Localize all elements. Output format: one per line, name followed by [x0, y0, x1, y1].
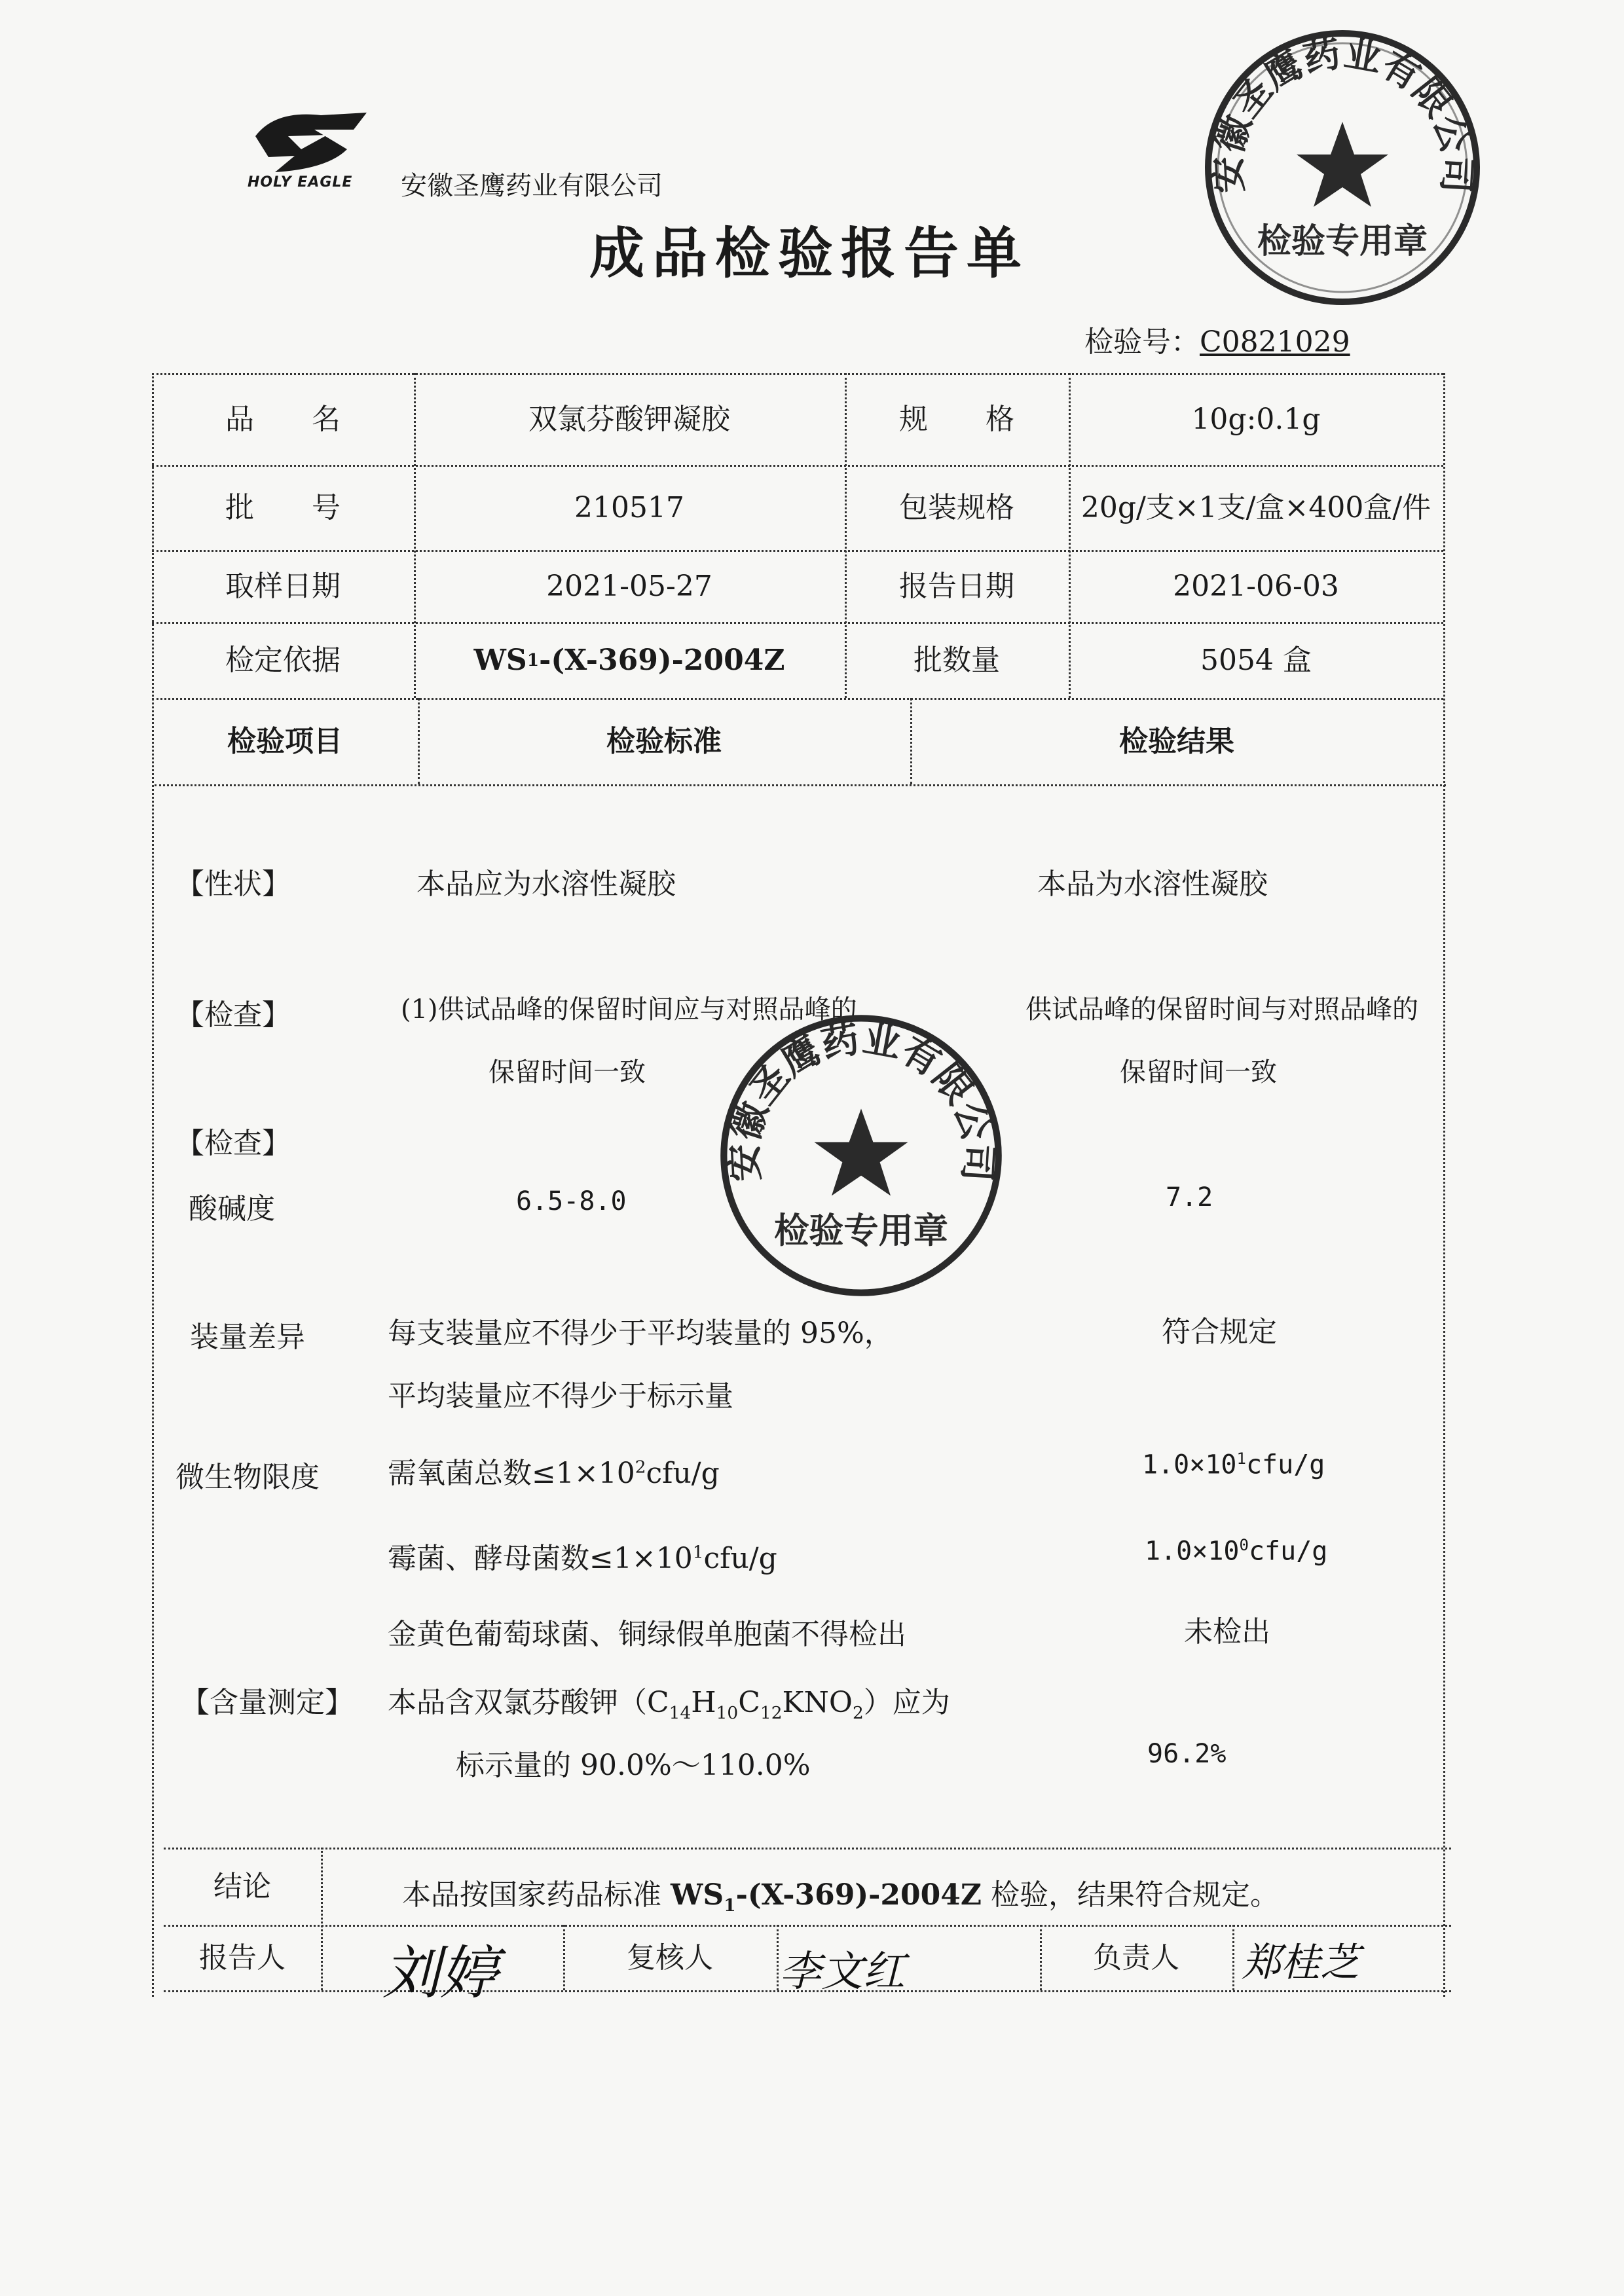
basis-sub: 1	[526, 649, 540, 670]
manager-label: 负责人	[1093, 1941, 1179, 1975]
test-assay-standard-2: 标示量的 90.0%～110.0%	[456, 1749, 811, 1782]
basis-prefix: WS	[473, 643, 527, 677]
packaging-value: 20g/支×1支/盒×400盒/件	[1080, 490, 1431, 524]
reviewer-label: 复核人	[627, 1941, 713, 1975]
test-appearance-result: 本品为水溶性凝胶	[1037, 867, 1268, 901]
spec-label: 规 格	[899, 402, 1014, 436]
manager-signature: 郑桂芝	[1242, 1940, 1359, 1986]
test-microbial-item: 微生物限度	[175, 1461, 320, 1494]
test-microbial-result-3: 未检出	[1184, 1615, 1270, 1649]
test-identification-result-1: 供试品峰的保留时间与对照品峰的	[1025, 994, 1418, 1025]
col-header-item: 检验项目	[227, 724, 342, 758]
batch-label: 批 号	[225, 490, 341, 524]
test-microbial-standard-1: 需氧菌总数$\le 1\times 10^2cfu/g$	[388, 1457, 720, 1490]
quantity-label: 批数量	[913, 643, 1000, 677]
test-appearance-item: 【性状】	[175, 867, 291, 901]
test-identification-result-2: 保留时间一致	[1120, 1057, 1277, 1087]
test-microbial-standard-3: 金黄色葡萄球菌、铜绿假单胞菌不得检出	[388, 1618, 906, 1651]
seal-middle-bottom-text: 检验专用章	[774, 1209, 948, 1251]
test-fill-item: 装量差异	[190, 1321, 305, 1354]
test-ph-result: 7.2	[1166, 1182, 1213, 1212]
test-fill-result: 符合规定	[1162, 1315, 1277, 1349]
seal-top-ring-text: 安徽圣鹰药业有限公司	[1206, 31, 1479, 194]
report-date-label: 报告日期	[899, 569, 1014, 603]
test-assay-standard-1: 本品含双氯芬酸钾$(C_{14}H_{10}C_{12}KNO_2)$应为	[388, 1686, 950, 1723]
report-number	[1084, 318, 1350, 360]
col-header-standard: 检验标准	[606, 724, 722, 758]
report-date: 2021-06-03	[1173, 569, 1339, 603]
test-fill-standard-2: 平均装量应不得少于标示量	[388, 1379, 733, 1413]
product-name-label: 品 名	[225, 402, 341, 436]
company-name: 安徽圣鹰药业有限公司	[401, 171, 663, 201]
reporter-label: 报告人	[199, 1941, 286, 1975]
quantity-value: 5054 盒	[1200, 643, 1312, 677]
test-microbial-standard-2: 霉菌、酵母菌数$\le 1\times 10^1cfu/g$	[388, 1542, 777, 1575]
test-identification-standard-2: 保留时间一致	[489, 1057, 646, 1087]
batch-number: 210517	[574, 490, 684, 524]
basis-standard	[414, 622, 845, 698]
conclusion-text: 本品按国家药品标准 $WS_1-(X-369)-2004Z$ 检验，结果符合规定。	[402, 1878, 1279, 1916]
test-fill-standard-1: 每支装量应不得少于平均装量的 95%，	[388, 1317, 893, 1350]
test-ph-standard: 6.5-8.0	[516, 1186, 627, 1216]
packaging-label: 包装规格	[899, 490, 1014, 524]
reviewer-signature: 李文红	[779, 1948, 905, 1996]
test-assay-result: 96.2%	[1147, 1739, 1227, 1769]
test-ph-subitem: 酸碱度	[189, 1192, 275, 1226]
report-number-label: 检验号：	[1084, 325, 1200, 359]
conclusion-label: 结论	[213, 1869, 271, 1903]
test-identification-standard-1: (1)供试品峰的保留时间应与对照品峰的	[401, 994, 857, 1025]
seal-middle-ring-text: 安徽圣鹰药业有限公司	[721, 1015, 1001, 1183]
col-header-result: 检验结果	[1119, 724, 1234, 758]
logo-text: HOLY EAGLE	[248, 174, 353, 191]
product-name: 双氯芬酸钾凝胶	[528, 402, 730, 436]
inspection-seal-top	[1198, 24, 1486, 312]
test-microbial-result-1: $1.0\times 10^1cfu/g$	[1142, 1449, 1325, 1480]
test-assay-item: 【含量测定】	[181, 1686, 354, 1719]
inspection-seal-middle	[714, 1008, 1008, 1303]
test-identification-item: 【检查】	[175, 998, 291, 1032]
page-title: 成品检验报告单	[589, 221, 1030, 285]
sample-date: 2021-05-27	[546, 569, 712, 603]
basis-label: 检定依据	[225, 643, 341, 677]
seal-top-bottom-text: 检验专用章	[1257, 221, 1428, 261]
report-number-value: C0821029	[1200, 325, 1350, 359]
test-appearance-standard: 本品应为水溶性凝胶	[416, 867, 676, 901]
spec-value: 10g:0.1g	[1191, 402, 1321, 436]
reporter-signature: 刘婷	[382, 1939, 498, 2007]
test-microbial-result-2: $1.0\times 10^0cfu/g$	[1145, 1536, 1328, 1567]
test-ph-item: 【检查】	[175, 1127, 291, 1160]
basis-suffix: -(X-369)-2004Z	[539, 643, 785, 677]
sample-date-label: 取样日期	[225, 569, 341, 603]
